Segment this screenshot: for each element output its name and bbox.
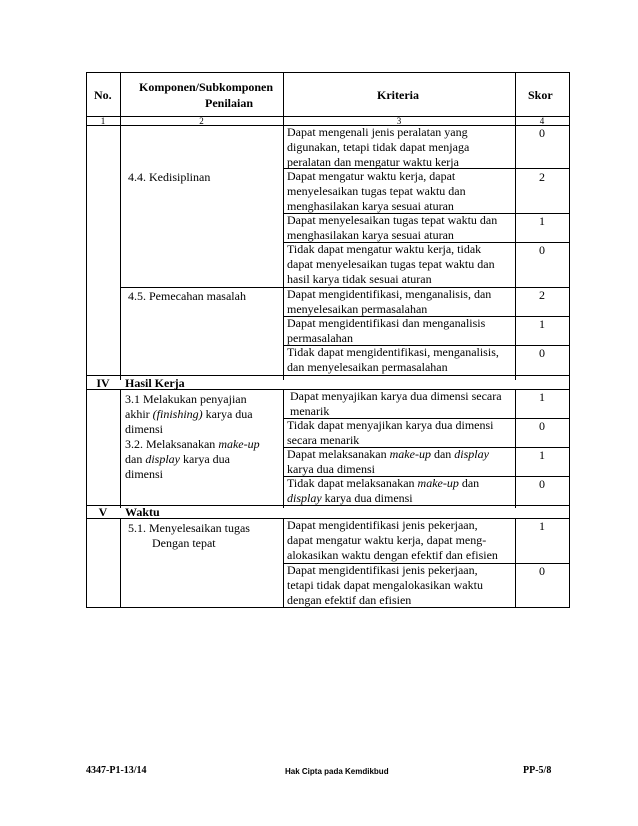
text-italic: (finishing) [152, 407, 203, 421]
text: 3.2. Melaksanakan [125, 437, 216, 451]
colnum-4: 4 [539, 116, 545, 126]
criteria-row-3 [287, 213, 497, 243]
header-skor: Skor [528, 88, 553, 102]
criteria-line: Tidak dapat menyajikan karya dua dimensi [287, 418, 494, 432]
criteria-row-5 [287, 287, 491, 317]
criteria-row-7 [287, 345, 499, 375]
criteria-row-8 [290, 389, 502, 419]
text: dan [433, 447, 452, 461]
text: dan [125, 452, 143, 466]
text: karya dua dimensi [324, 491, 413, 505]
criteria-line: dapat menyelesaikan tugas tepat waktu dan [287, 257, 495, 271]
header-kriteria: Kriteria [377, 88, 419, 102]
score-row-9: 0 [539, 419, 545, 433]
criteria-line: Tidak dapat mengidentifikasi, menganalisis, [287, 345, 499, 359]
text-italic: display [454, 447, 489, 461]
score-row-6: 1 [539, 317, 545, 331]
header-komponen-line1: Komponen/Subkomponen [139, 80, 274, 94]
criteria-line: Dapat menyelesaikan tugas tepat waktu dan [287, 213, 498, 227]
text-italic: make-up [389, 447, 431, 461]
text: dan [461, 476, 480, 490]
text-italic: display [287, 491, 322, 505]
criteria-line: permasalahan [287, 331, 353, 345]
criteria-line: dengan efektif dan efisien [287, 593, 412, 607]
section-v-title: Waktu [125, 505, 160, 519]
criteria-line: karya dua dimensi [287, 462, 375, 476]
score-row-7: 0 [539, 346, 545, 360]
score-row-13: 0 [539, 564, 545, 578]
criteria-line: dapat mengatur waktu kerja, dapat meng- [287, 533, 487, 547]
text: karya dua [205, 407, 253, 421]
component-pemecahan-masalah: 4.5. Pemecahan masalah [128, 289, 246, 303]
criteria-line: hasil karya tidak sesuai aturan [287, 272, 432, 286]
criteria-line: alokasikan waktu dengan efektif dan efisien [287, 548, 498, 562]
component-3-2-line1 [125, 437, 260, 452]
score-row-4: 0 [539, 243, 545, 257]
score-row-1: 0 [539, 126, 545, 140]
colnum-3: 3 [396, 116, 402, 126]
footer-code: 4347-P1-13/14 [86, 765, 147, 776]
score-row-8: 1 [539, 390, 545, 404]
section-iv-number: IV [96, 376, 110, 390]
criteria-line: menarik [290, 404, 330, 418]
col-divider-1c [120, 518, 121, 608]
text-italic: make-up [218, 437, 260, 451]
col-divider-2b [283, 389, 284, 508]
criteria-line: tetapi tidak dapat mengalokasikan waktu [287, 578, 483, 592]
criteria-row-1 [287, 125, 469, 170]
criteria-line: Dapat mengatur waktu kerja, dapat [287, 169, 456, 183]
criteria-line: menyelesaikan permasalahan [287, 302, 428, 316]
score-row-11: 0 [539, 477, 545, 491]
score-row-5: 2 [539, 288, 545, 302]
footer-page-number: PP-5/8 [523, 765, 552, 776]
criteria-line: Dapat mengidentifikasi, menganalisis, dan [287, 287, 492, 301]
text: akhir [125, 407, 150, 421]
component-3-1-line3: dimensi [125, 422, 163, 436]
text-italic: display [145, 452, 180, 466]
header-no: No. [94, 88, 112, 102]
criteria-line [287, 491, 479, 506]
criteria-line: Dapat mengidentifikasi dan menganalisis [287, 316, 486, 330]
score-row-12: 1 [539, 519, 545, 533]
table-border-right [569, 72, 570, 608]
criteria-line: Dapat mengenali jenis peralatan yang [287, 125, 468, 139]
criteria-row-11 [287, 476, 479, 506]
criteria-row-4 [287, 242, 495, 287]
component-3-1-line2 [125, 407, 253, 422]
criteria-line: peralatan dan mengatur waktu kerja [287, 155, 459, 169]
component-5-1-line2: Dengan tepat [152, 536, 216, 550]
component-3-1-line1: 3.1 Melakukan penyajian [125, 392, 247, 406]
col-divider-1b [120, 389, 121, 508]
component-5-1-line1: 5.1. Menyelesaikan tugas [128, 521, 250, 535]
component-3-2-line2 [125, 452, 230, 467]
header-komponen-line2: Penilaian [205, 96, 254, 110]
criteria-row-2 [287, 169, 466, 214]
criteria-line: dan menyelesaikan permasalahan [287, 360, 448, 374]
section-iv-title: Hasil Kerja [125, 376, 185, 390]
criteria-row-6 [287, 316, 485, 346]
text: Tidak dapat melaksanakan [287, 476, 415, 490]
criteria-row-10 [287, 447, 489, 477]
component-3-2-line3: dimensi [125, 467, 163, 481]
score-row-10: 1 [539, 448, 545, 462]
criteria-row-9 [287, 418, 494, 448]
score-row-2: 2 [539, 170, 545, 184]
criteria-line: Dapat mengidentifikasi jenis pekerjaan, [287, 563, 478, 577]
criteria-line: menghasilakan karya sesuai aturan [287, 228, 454, 242]
criteria-line: Tidak dapat mengatur waktu kerja, tidak [287, 242, 482, 256]
table-border-left [86, 72, 87, 608]
criteria-line: digunakan, tetapi tidak dapat menjaga [287, 140, 470, 154]
colnum-2: 2 [199, 116, 204, 126]
criteria-line: Dapat mengidentifikasi jenis pekerjaan, [287, 518, 478, 532]
text: Dapat melaksanakan [287, 447, 387, 461]
criteria-line: secara menarik [287, 433, 360, 447]
criteria-line: menyelesaikan tugas tepat waktu dan [287, 184, 466, 198]
section-v-number: V [98, 505, 108, 519]
criteria-line: Dapat menyajikan karya dua dimensi secara [290, 389, 502, 403]
criteria-row-13 [287, 563, 483, 608]
criteria-line [287, 476, 479, 491]
score-row-3: 1 [539, 214, 545, 228]
colnum-1: 1 [100, 116, 106, 126]
criteria-row-12 [287, 518, 498, 563]
criteria-line: menghasilakan karya sesuai aturan [287, 199, 454, 213]
table-top [86, 72, 570, 73]
footer-copyright: Hak Cipta pada Kemdikbud [285, 767, 389, 776]
text: karya dua [183, 452, 230, 466]
text-italic: make-up [417, 476, 459, 490]
criteria-line [287, 447, 489, 462]
component-kedisiplinan: 4.4. Kedisiplinan [128, 170, 211, 184]
